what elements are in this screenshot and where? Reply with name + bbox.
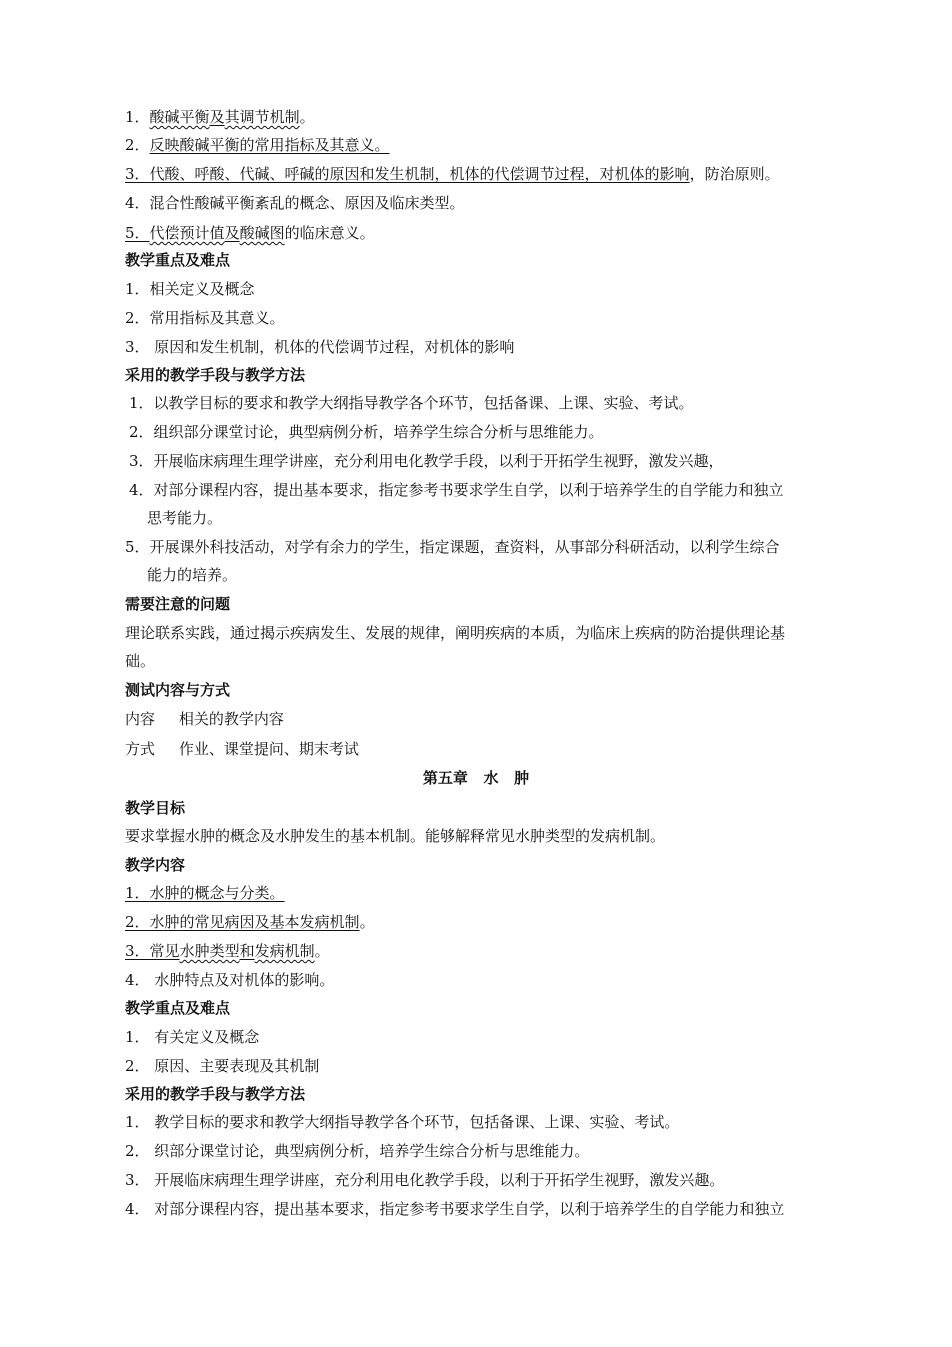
section-heading: 教学目标 bbox=[125, 799, 186, 817]
item-text: 。 bbox=[359, 913, 375, 931]
section-heading: 教学内容 bbox=[125, 856, 186, 874]
paragraph-line: 要求掌握水肿的概念及水肿发生的基本机制。能够解释常见水肿类型的发病机制。 bbox=[125, 827, 666, 845]
item-text: 。 bbox=[299, 108, 315, 126]
item-text: ，防治原则。 bbox=[689, 165, 780, 183]
content-item-3 bbox=[125, 940, 330, 962]
item-text-underlined: 代酸、呼酸、代碱、呼碱的原因和发生机制，机体的代偿调节过程，对机体的影响 bbox=[149, 165, 690, 183]
item-text-wavy: 酸碱图 bbox=[239, 224, 285, 242]
list-item: 1．相关定义及概念 bbox=[125, 280, 255, 298]
item-number: 1． bbox=[125, 884, 150, 902]
list-item: 4． 对部分课程内容，提出基本要求，指定参考书要求学生自学，以利于培养学生的自学能力和独立 bbox=[125, 1200, 785, 1218]
content-item-3 bbox=[125, 163, 780, 185]
item-number: 4． bbox=[125, 971, 150, 989]
content-item-1 bbox=[125, 882, 285, 904]
list-item: 1． 教学目标的要求和教学大纲指导教学各个环节，包括备课、上课、实验、考试。 bbox=[125, 1113, 680, 1131]
list-item: 3． 开展临床病理生理学讲座，充分利用电化教学手段，以利于开拓学生视野，激发兴趣。 bbox=[125, 1171, 725, 1189]
item-text: 。 bbox=[314, 942, 330, 960]
list-item: 3． 原因和发生机制，机体的代偿调节过程，对机体的影响 bbox=[125, 338, 515, 356]
item-text: 的临床意义。 bbox=[284, 224, 375, 242]
test-method-line: 方式 作业、课堂提问、期末考试 bbox=[125, 740, 359, 758]
list-item: 4．对部分课程内容，提出基本要求，指定参考书要求学生自学，以利于培养学生的自学能力和独立 bbox=[129, 481, 784, 499]
item-text-underlined: 及 bbox=[224, 224, 240, 242]
section-heading: 采用的教学手段与教学方法 bbox=[125, 1085, 306, 1103]
item-text-wavy: 水肿类型 bbox=[179, 942, 240, 960]
item-text: 水肿特点及对机体的影响。 bbox=[149, 971, 335, 989]
item-text-underlined: 水肿的常见病因及基本发病机制 bbox=[149, 913, 360, 931]
section-heading: 需要注意的问题 bbox=[125, 595, 231, 613]
content-item-1 bbox=[125, 106, 315, 128]
item-number: 5． bbox=[125, 224, 150, 242]
item-number: 3． bbox=[125, 165, 150, 183]
content-item-4 bbox=[125, 192, 465, 214]
item-number: 1． bbox=[125, 108, 150, 126]
item-text-wavy: 代偿预计值 bbox=[149, 224, 225, 242]
item-text-wavy: 酸碱平衡 bbox=[149, 108, 210, 126]
list-item-continuation: 能力的培养。 bbox=[147, 566, 238, 584]
item-text-wavy: 发病机制 bbox=[254, 942, 315, 960]
content-item-2 bbox=[125, 134, 390, 156]
list-item: 2．组织部分课堂讨论，典型病例分析，培养学生综合分析与思维能力。 bbox=[129, 423, 604, 441]
paragraph-line: 理论联系实践，通过揭示疾病发生、发展的规律，阐明疾病的本质，为临床上疾病的防治提供理论基 bbox=[125, 624, 786, 642]
item-number: 3． bbox=[125, 942, 150, 960]
item-number: 4． bbox=[125, 194, 150, 212]
item-number: 2． bbox=[125, 913, 150, 931]
chapter-title: 第五章 水 肿 bbox=[422, 769, 530, 787]
item-text-underlined: 和 bbox=[239, 942, 255, 960]
list-item: 2．常用指标及其意义。 bbox=[125, 309, 285, 327]
item-number: 2． bbox=[125, 136, 150, 154]
item-text-wavy: 其调节机制 bbox=[224, 108, 300, 126]
item-text: 混合性酸碱平衡紊乱的概念、原因及临床类型。 bbox=[149, 194, 465, 212]
list-item: 1．以教学目标的要求和教学大纲指导教学各个环节，包括备课、上课、实验、考试。 bbox=[129, 394, 694, 412]
content-item-5 bbox=[125, 222, 375, 244]
item-text-underlined: 常见 bbox=[149, 942, 180, 960]
list-item: 2． 原因、主要表现及其机制 bbox=[125, 1057, 320, 1075]
item-text-underlined: 反映酸碱平衡的常用指标及其意义。 bbox=[149, 136, 390, 154]
section-heading: 采用的教学手段与教学方法 bbox=[125, 366, 306, 384]
list-item: 5．开展课外科技活动，对学有余力的学生，指定课题，查资料，从事部分科研活动，以利学生综合 bbox=[125, 538, 780, 556]
section-heading: 教学重点及难点 bbox=[125, 999, 231, 1017]
paragraph-line: 础。 bbox=[125, 652, 156, 670]
item-text-underlined: 水肿的概念与分类。 bbox=[149, 884, 285, 902]
content-item-4 bbox=[125, 969, 334, 991]
list-item: 2． 织部分课堂讨论，典型病例分析，培养学生综合分析与思维能力。 bbox=[125, 1142, 590, 1160]
test-content-line: 内容 相关的教学内容 bbox=[125, 710, 284, 728]
list-item: 1． 有关定义及概念 bbox=[125, 1028, 260, 1046]
content-item-2 bbox=[125, 911, 375, 933]
list-item-continuation: 思考能力。 bbox=[147, 509, 223, 527]
section-heading: 教学重点及难点 bbox=[125, 251, 231, 269]
item-text-underlined: 及 bbox=[209, 108, 225, 126]
section-heading: 测试内容与方式 bbox=[125, 681, 231, 699]
list-item: 3．开展临床病理生理学讲座，充分利用电化教学手段，以利于开拓学生视野，激发兴趣， bbox=[129, 452, 724, 470]
